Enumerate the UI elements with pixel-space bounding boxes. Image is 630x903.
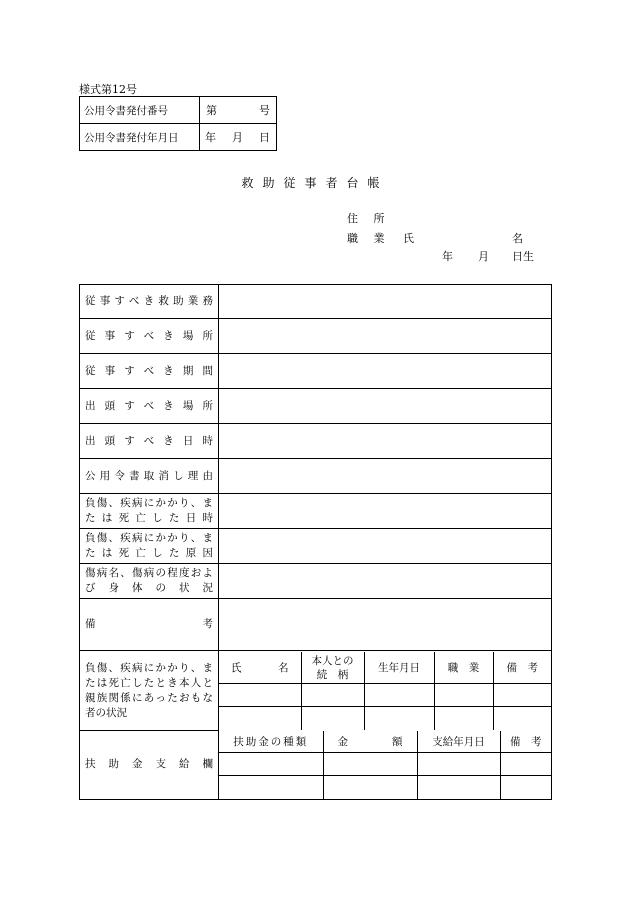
injury-condition-label-line2: び身体の状況 [85, 582, 213, 594]
payment-header-amount [323, 731, 417, 753]
occupation-label: 職 業 [347, 232, 391, 245]
payment-grid-cell [219, 731, 552, 800]
injury-date-label-line1: 負傷、疾病にかかり、ま [85, 497, 213, 509]
payment-entry-cell [219, 776, 323, 799]
payment-header-remarks: 備 考 [500, 731, 551, 753]
order-number-prefix: 第 [206, 104, 217, 117]
order-date-label: 公用令書発付年月日 [80, 124, 200, 151]
family-entry-cell [434, 684, 493, 707]
family-entry-row [219, 684, 551, 707]
order-number-suffix: 号 [259, 104, 270, 117]
form-number: 様式第12号 [79, 83, 137, 96]
ledger-row-label: 公用令書取消し理由 [80, 459, 219, 494]
ledger-row-label: 従事すべき救助業務 [80, 285, 219, 319]
ledger-row [80, 285, 552, 319]
order-number-value [200, 97, 277, 124]
ledger-row-value [219, 319, 552, 354]
ledger-row-label: 出頭すべき場所 [80, 389, 219, 424]
family-header-relation-line2: 続 柄 [316, 668, 349, 681]
injury-condition-label [80, 564, 219, 599]
family-entry-cell [493, 707, 551, 730]
payment-entry-cell [219, 753, 323, 776]
family-entry-cell [434, 707, 493, 730]
family-header-occupation: 職 業 [434, 652, 493, 684]
ledger-row-value [219, 354, 552, 389]
remarks-label [80, 599, 219, 651]
injury-date-label-line2: たは死亡した日時 [85, 512, 213, 524]
family-status-label-line2: たは死亡したとき本人と [85, 676, 213, 689]
payment-header-type-text: 扶助金の種類 [233, 735, 309, 748]
ledger-row [80, 459, 552, 494]
ledger-row [80, 319, 552, 354]
ledger-table [79, 284, 552, 800]
family-entry-cell [219, 684, 301, 707]
payment-header-amount-right: 額 [392, 735, 403, 748]
family-header-name-right: 名 [278, 662, 289, 674]
family-header-relation [301, 652, 364, 684]
payment-entry-cell [323, 776, 417, 799]
payment-label: 扶助金支給欄 [80, 731, 219, 800]
dob-year-label: 年 [442, 250, 453, 263]
order-date-row [80, 124, 277, 151]
family-entry-row [219, 707, 551, 730]
payment-entry-cell [417, 776, 500, 799]
order-date-day: 日 [259, 131, 270, 144]
payment-entry-row [219, 753, 551, 776]
payment-entry-cell [500, 753, 551, 776]
ledger-row-value [219, 599, 552, 651]
ledger-row [80, 564, 552, 599]
ledger-row-value [219, 494, 552, 529]
payment-header-row [219, 731, 551, 753]
family-header-name [219, 652, 301, 684]
remarks-label-left: 備 [85, 618, 96, 630]
injury-cause-label-line2: たは死亡した原因 [85, 547, 213, 559]
family-status-grid [219, 652, 551, 730]
family-entry-cell [219, 707, 301, 730]
family-entry-cell [493, 684, 551, 707]
order-number-label: 公用令書発付番号 [80, 97, 200, 124]
payment-header-date: 支給年月日 [417, 731, 500, 753]
ledger-row [80, 354, 552, 389]
payment-entry-cell [500, 776, 551, 799]
remarks-label-right: 考 [202, 618, 213, 630]
injury-date-label [80, 494, 219, 529]
ledger-row-value [219, 564, 552, 599]
ledger-row-label: 出頭すべき日時 [80, 424, 219, 459]
ledger-row-value [219, 389, 552, 424]
payment-grid [219, 731, 551, 799]
ledger-row [80, 494, 552, 529]
family-status-label-line4: 者の状況 [85, 706, 127, 719]
ledger-row-label: 従事すべき期間 [80, 354, 219, 389]
family-status-grid-cell [219, 651, 552, 731]
family-status-label [80, 651, 219, 731]
ledger-row [80, 389, 552, 424]
family-status-label-line1: 負傷、疾病にかかり、ま [85, 661, 213, 674]
ledger-row-value [219, 285, 552, 319]
injury-cause-label-line1: 負傷、疾病にかかり、ま [85, 532, 213, 544]
family-status-row [80, 651, 552, 731]
ledger-row-label: 従事すべき場所 [80, 319, 219, 354]
order-date-value [200, 124, 277, 151]
family-entry-cell [301, 684, 364, 707]
ledger-row-value [219, 424, 552, 459]
ledger-row [80, 529, 552, 564]
order-number-row [80, 97, 277, 124]
family-entry-cell [364, 707, 434, 730]
residence-label: 住 所 [347, 212, 391, 225]
ledger-row-value [219, 459, 552, 494]
family-header-name-left: 氏 [231, 662, 242, 674]
family-header-dob: 生年月日 [364, 652, 434, 684]
ledger-row [80, 424, 552, 459]
order-date-year: 年 [205, 131, 216, 144]
name-shi-label: 氏 [403, 232, 414, 245]
payment-entry-cell [323, 753, 417, 776]
dob-month-label: 月 [478, 250, 489, 263]
family-header-remarks: 備 考 [493, 652, 551, 684]
payment-row [80, 731, 552, 800]
family-status-label-line3: 親族関係にあったおもな [85, 691, 213, 704]
family-header-row [219, 652, 551, 684]
family-header-relation-line1: 本人との [311, 654, 354, 667]
payment-entry-row [219, 776, 551, 799]
order-date-month: 月 [232, 131, 243, 144]
family-entry-cell [364, 684, 434, 707]
ledger-row [80, 599, 552, 651]
payment-entry-cell [417, 753, 500, 776]
order-document-table [79, 96, 277, 151]
dob-day-label: 日生 [512, 250, 534, 263]
payment-header-amount-left: 金 [337, 735, 348, 748]
injury-condition-label-line1: 傷病名、傷病の程度およ [85, 567, 213, 579]
family-entry-cell [301, 707, 364, 730]
name-mei-label: 名 [512, 232, 523, 245]
injury-cause-label [80, 529, 219, 564]
ledger-row-value [219, 529, 552, 564]
page-title: 救助従事者台帳 [241, 176, 389, 190]
payment-header-type [219, 731, 323, 753]
